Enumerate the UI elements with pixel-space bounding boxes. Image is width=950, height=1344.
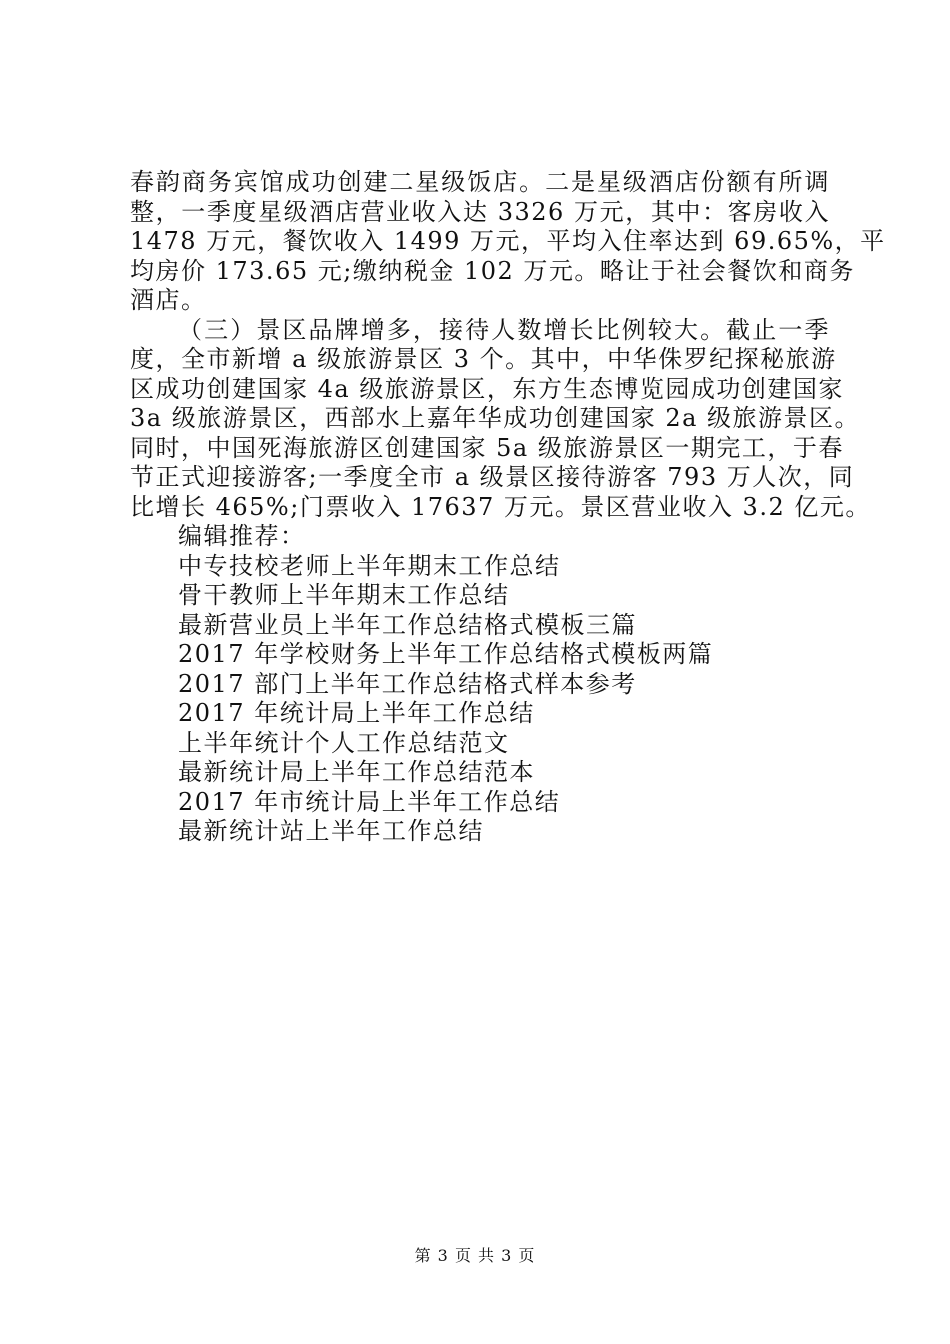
paragraph-line: 酒店。 bbox=[130, 286, 207, 314]
paragraph-hotels bbox=[130, 168, 886, 316]
paragraph-line: 同时，中国死海旅游区创建国家 5a 级旅游景区一期完工，于春 bbox=[130, 433, 844, 462]
paragraph-line: 均房价 173.65 元;缴纳税金 102 万元。略让于社会餐饮和商务 bbox=[130, 256, 855, 285]
document-body bbox=[130, 168, 886, 847]
paragraph-line: 整，一季度星级酒店营业收入达 3326 万元，其中：客房收入 bbox=[130, 197, 830, 226]
recommendation-link[interactable]: 最新营业员上半年工作总结格式模板三篇 bbox=[178, 610, 637, 639]
paragraph-line: 区成功创建国家 4a 级旅游景区，东方生态博览园成功创建国家 bbox=[130, 374, 844, 403]
recommendation-link[interactable]: 2017 年学校财务上半年工作总结格式模板两篇 bbox=[178, 640, 714, 668]
recommendation-link[interactable]: 中专技校老师上半年期末工作总结 bbox=[178, 551, 561, 580]
paragraph-line: 比增长 465%;门票收入 17637 万元。景区营业收入 3.2 亿元。 bbox=[130, 492, 871, 521]
recommendation-link[interactable]: 2017 部门上半年工作总结格式样本参考 bbox=[178, 669, 637, 698]
recommendation-link[interactable]: 最新统计站上半年工作总结 bbox=[178, 817, 484, 845]
recommendation-link[interactable]: 最新统计局上半年工作总结范本 bbox=[178, 758, 535, 786]
paragraph-line: 1478 万元，餐饮收入 1499 万元，平均入住率达到 69.65%，平 bbox=[130, 227, 886, 255]
recommendation-link[interactable]: 骨干教师上半年期末工作总结 bbox=[178, 581, 510, 609]
page-number-footer: 第 3 页 共 3 页 bbox=[414, 1246, 536, 1265]
paragraph-line: 3a 级旅游景区，西部水上嘉年华成功创建国家 2a 级旅游景区。 bbox=[130, 404, 861, 432]
paragraph-scenic-spots bbox=[130, 315, 871, 523]
recommend-heading: 编辑推荐： bbox=[178, 522, 306, 550]
recommendation-link[interactable]: 上半年统计个人工作总结范文 bbox=[178, 728, 510, 757]
paragraph-line: 度，全市新增 a 级旅游景区 3 个。其中，中华侏罗纪探秘旅游 bbox=[130, 345, 837, 373]
paragraph-line: 春韵商务宾馆成功创建二星级饭店。二是星级酒店份额有所调 bbox=[130, 168, 830, 196]
recommendation-link[interactable]: 2017 年统计局上半年工作总结 bbox=[178, 699, 535, 727]
recommendation-link[interactable]: 2017 年市统计局上半年工作总结 bbox=[178, 787, 561, 816]
recommendation-list bbox=[130, 552, 830, 847]
paragraph-line: 节正式迎接游客;一季度全市 a 级景区接待游客 793 万人次，同 bbox=[130, 463, 855, 491]
paragraph-line: （三）景区品牌增多，接待人数增长比例较大。截止一季 bbox=[178, 315, 830, 344]
